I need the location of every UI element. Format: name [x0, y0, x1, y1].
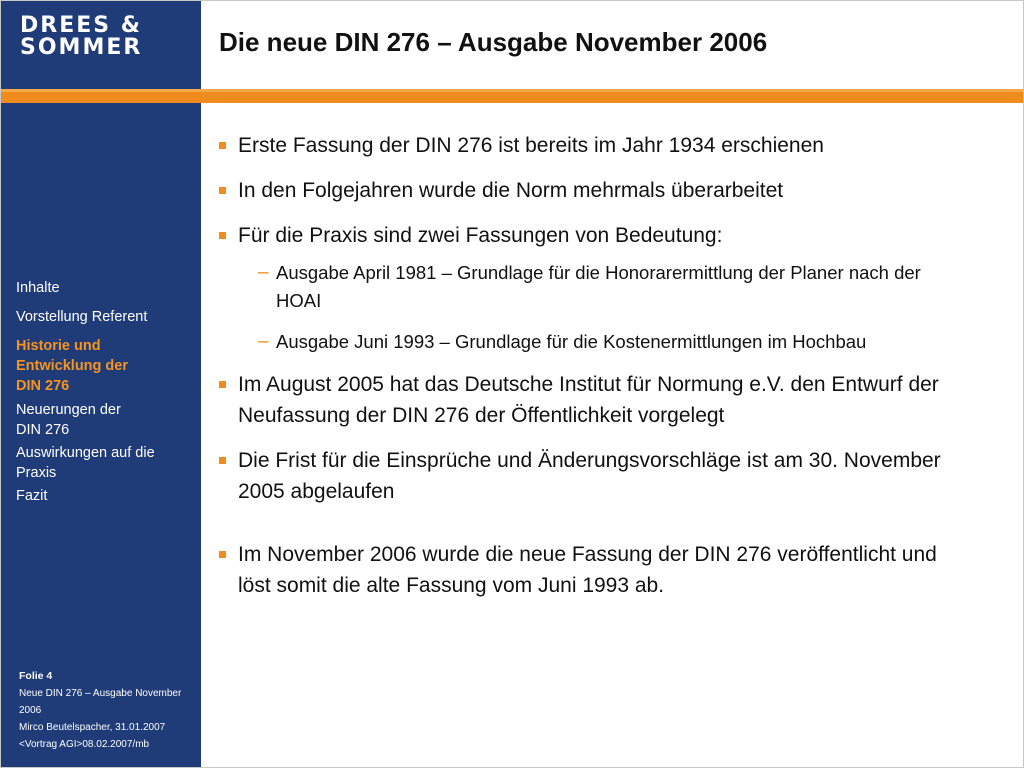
slide-footer — [19, 668, 201, 753]
footer-author-date: Mirco Beutelspacher, 31.01.2007 — [19, 722, 166, 733]
sidebar — [0, 0, 201, 768]
sub-bullet-text: Ausgabe Juni 1993 – Grundlage für die Kostenermittlungen im Hochbau — [276, 331, 867, 352]
accent-bar — [0, 89, 1024, 103]
bullet-item — [218, 130, 1008, 161]
dash-icon: – — [258, 331, 269, 352]
logo-line-1: DREES & — [20, 13, 142, 38]
dash-icon: – — [258, 262, 269, 283]
title-area — [201, 0, 1024, 89]
bullet-item — [218, 220, 1008, 251]
nav-item-inhalte[interactable]: Inhalte — [16, 280, 60, 296]
footer-presentation-title: Neue DIN 276 – Ausgabe November 2006 — [19, 688, 182, 716]
bullet-text: Im November 2006 wurde die neue Fassung der DIN 276 veröffentlicht und löst somit die alte Fassung vom Juni 1993 ab. — [238, 543, 937, 597]
spacer — [218, 521, 1008, 539]
bullet-square-icon — [219, 551, 226, 558]
nav-item-fazit[interactable]: Fazit — [16, 488, 48, 504]
bullet-text: In den Folgejahren wurde die Norm mehrmals überarbeitet — [238, 179, 784, 202]
footer-reference: <Vortrag AGI>08.02.2007/mb — [19, 739, 150, 750]
bullet-item — [218, 369, 998, 431]
slide-title: Die neue DIN 276 – Ausgabe November 2006 — [219, 27, 768, 57]
nav-item-auswirkungen[interactable]: Auswirkungen auf die Praxis — [16, 445, 155, 481]
bullet-square-icon — [219, 142, 226, 149]
sub-bullet-text: Ausgabe April 1981 – Grundlage für die Honorarermittlung der Planer nach der HOAI — [276, 262, 921, 311]
nav-item-historie[interactable]: Historie und Entwicklung der DIN 276 — [16, 338, 128, 394]
bullet-item — [218, 175, 1008, 206]
logo-line-2: SOMMER — [20, 35, 143, 60]
agenda-nav — [16, 278, 196, 515]
bullet-item — [218, 539, 958, 601]
bullet-square-icon — [219, 381, 226, 388]
sub-bullet-item — [218, 259, 966, 315]
bullet-text: Im August 2005 hat das Deutsche Institut für Normung e.V. den Entwurf der Neufassung der DIN 276 der Öffentlichkeit vorgelegt — [238, 373, 939, 427]
sub-bullet-item — [218, 328, 966, 356]
slide-content — [218, 130, 1008, 615]
company-logo — [20, 15, 142, 59]
bullet-square-icon — [219, 232, 226, 239]
bullet-text: Die Frist für die Einsprüche und Änderungsvorschläge ist am 30. November 2005 abgelaufen — [238, 449, 941, 503]
slide-number: Folie 4 — [19, 670, 53, 682]
accent-bar-highlight — [0, 89, 1024, 92]
bullet-square-icon — [219, 187, 226, 194]
nav-item-neuerungen[interactable]: Neuerungen der DIN 276 — [16, 402, 121, 438]
bullet-item — [218, 445, 958, 507]
nav-item-vorstellung-referent[interactable]: Vorstellung Referent — [16, 309, 148, 325]
bullet-square-icon — [219, 457, 226, 464]
bullet-text: Erste Fassung der DIN 276 ist bereits im Jahr 1934 erschienen — [238, 134, 824, 157]
bullet-text: Für die Praxis sind zwei Fassungen von Bedeutung: — [238, 224, 723, 247]
